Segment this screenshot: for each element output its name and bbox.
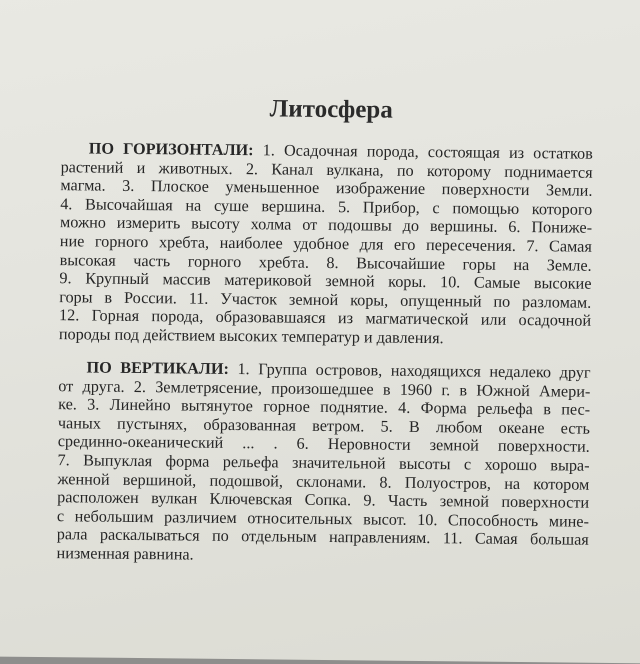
horizontal-clues xyxy=(59,139,593,349)
clue-line: породы под действием высоких температур и давления. xyxy=(58,325,444,348)
clue-line: высокая часть горного хребта. 8. Высочайшие горы на Земле. xyxy=(59,250,592,275)
clue-line: 9. Крупный массив материковой земной коры. 10. Самые высокие xyxy=(59,269,592,293)
clue-line: рала раскалываться по отдельным направлениям. 11. Самая большая xyxy=(56,525,589,550)
clue-line: можно измерить высоту холма от подошвы до вершины. 6. Пониже- xyxy=(59,213,593,238)
clue-line: ке. 3. Линейно вытянутое горное поднятие. 4. Форма рельефа в пес- xyxy=(58,395,591,419)
clue-text: 1. Осадочная порода, состоящая из остатков xyxy=(253,141,593,163)
clue-line: от друга. 2. Землетрясение, произошедшее в 1960 г. в Южной Амери- xyxy=(58,376,591,401)
clue-text: 1. Группа островов, находящихся недалеко друг xyxy=(228,359,591,382)
clue-line: 4. Высочайшая на суше вершина. 5. Прибор, с помощью которого xyxy=(60,194,593,219)
clue-line: низменная равнина. xyxy=(56,544,194,564)
clue-line: магма. 3. Плоское уменьшенное изображение поверхности Земли. xyxy=(60,176,593,200)
clue-line: горы в России. 11. Участок земной коры, опущенный по разломам. xyxy=(59,287,592,312)
clue-line: 12. Горная порода, образовавшаяся из магматической или осадочной xyxy=(58,306,592,331)
clue-line: чаных пустынях, образованная ветром. 5. В любом океане есть xyxy=(57,413,591,438)
clue-line: женной вершиной, подошвой, склонами. 8. Полуостров, на котором xyxy=(57,469,590,494)
page-title: Литосфера xyxy=(269,95,393,124)
clue-line: с небольшим различием относительных высот. 10. Способность мине- xyxy=(56,506,590,531)
clue-line: растений и животных. 2. Канал вулкана, по которому поднимается xyxy=(60,157,593,182)
vertical-clues xyxy=(56,358,590,568)
clue-line: расположен вулкан Ключевская Сопка. 9. Часть земной поверхности xyxy=(57,488,590,512)
clue-line: 7. Выпуклая форма рельефа значительной высоты с хорошо выра- xyxy=(57,451,590,475)
clue-line: срединно-океанический ... . 6. Неровности земной поверхности. xyxy=(57,432,590,457)
horizontal-heading: ПО ГОРИЗОНТАЛИ: xyxy=(88,139,254,160)
vertical-heading: ПО ВЕРТИКАЛИ: xyxy=(86,358,229,378)
clue-line: ние горного хребта, наиболее удобное для его пересечения. 7. Самая xyxy=(59,232,592,256)
